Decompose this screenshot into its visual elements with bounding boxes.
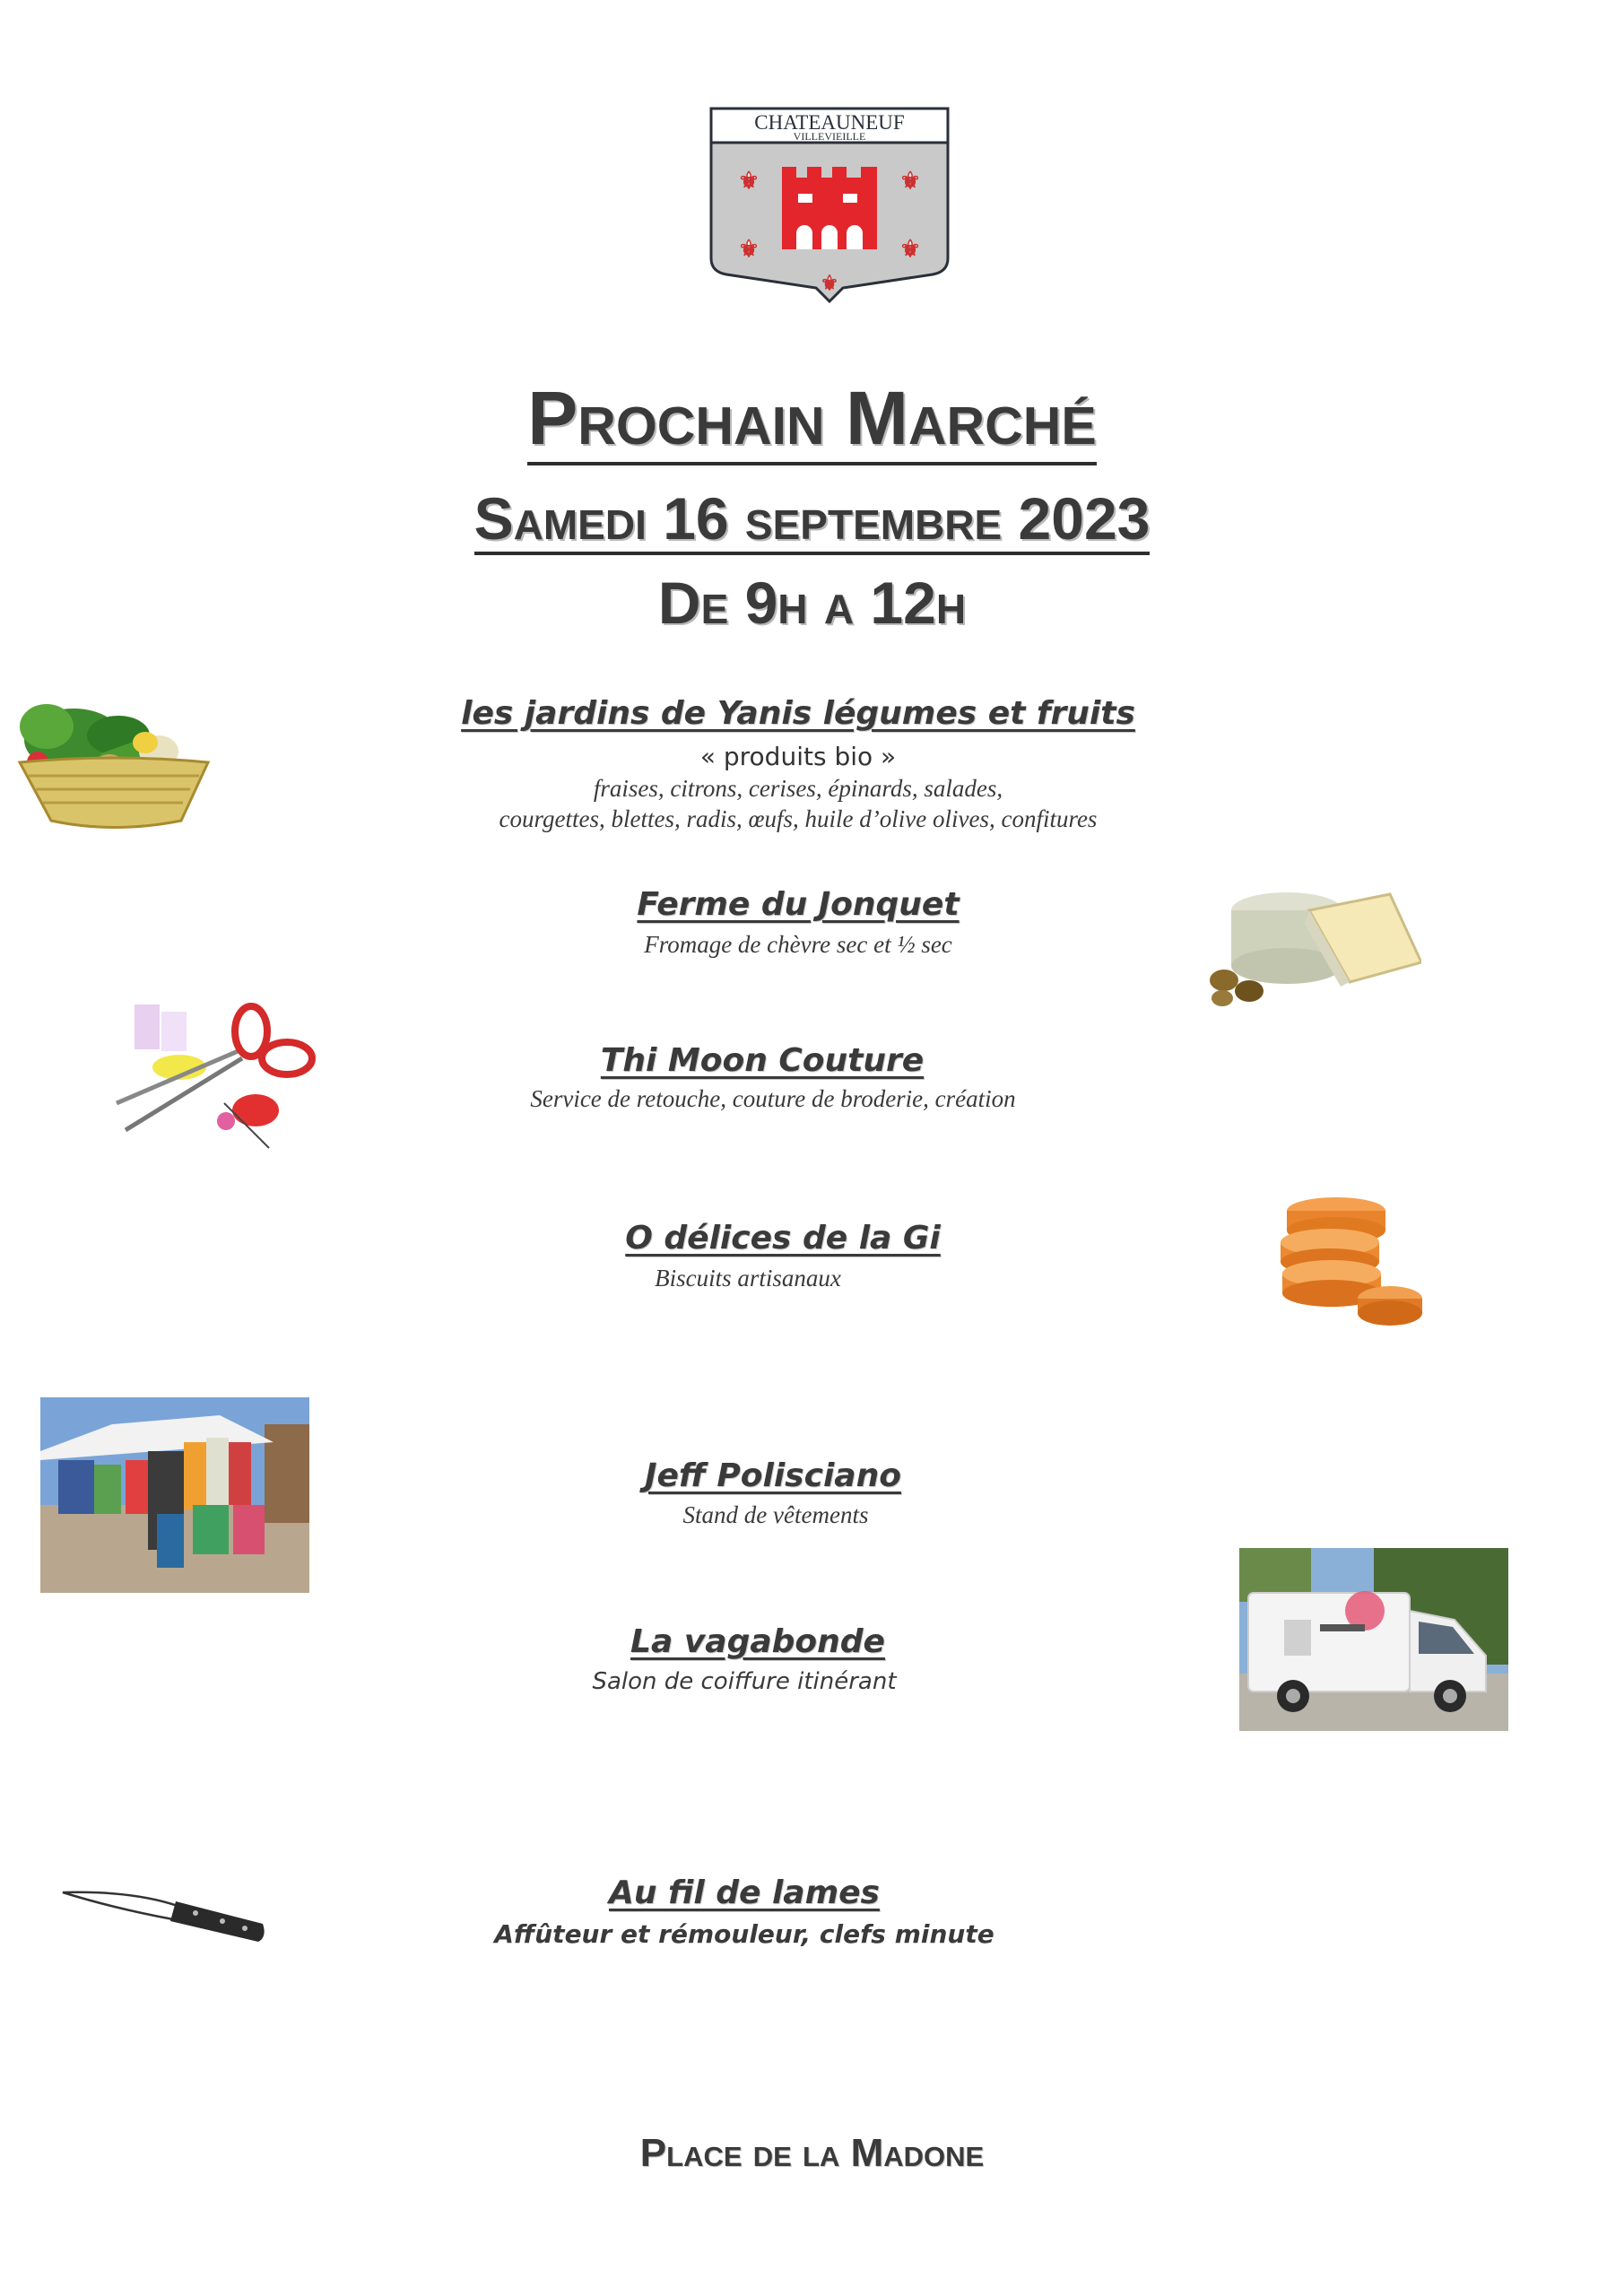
svg-text:CHATEAUNEUF: CHATEAUNEUF bbox=[754, 111, 905, 134]
svg-text:⚜: ⚜ bbox=[738, 235, 760, 262]
vendor-description: Stand de vêtements bbox=[682, 1501, 869, 1528]
hair-salon-van-photo bbox=[1239, 1548, 1508, 1731]
market-date bbox=[0, 484, 1624, 552]
vendor-description: fraises, citrons, cerises, épinards, salades, bbox=[593, 775, 1003, 802]
date-text: Samedi 16 septembre 2023 bbox=[474, 485, 1151, 555]
knife-image bbox=[61, 1883, 267, 1955]
vendor-name: Ferme du Jonquet bbox=[637, 886, 960, 923]
vendor-name: Au fil de lames bbox=[609, 1874, 880, 1911]
clothing-stand-photo bbox=[40, 1397, 309, 1593]
vendor-description: Affûteur et rémouleur, clefs minute bbox=[494, 1919, 994, 1949]
cheese-image bbox=[1206, 874, 1421, 1009]
svg-text:⚜: ⚜ bbox=[821, 272, 838, 294]
vendor-name: Thi Moon Couture bbox=[600, 1042, 925, 1079]
vendor-description: Fromage de chèvre sec et ½ sec bbox=[644, 931, 952, 958]
vendor-name: O délices de la Gi bbox=[625, 1220, 941, 1257]
vendor-description: courgettes, blettes, radis, œufs, huile d’olive olives, confitures bbox=[499, 805, 1098, 832]
vendor-tag: « produits bio » bbox=[699, 742, 897, 771]
svg-text:VILLEVIEILLE: VILLEVIEILLE bbox=[793, 130, 866, 143]
title-text: Prochain Marché bbox=[527, 376, 1096, 465]
vendor-name: Jeff Polisciano bbox=[645, 1457, 901, 1494]
page-title bbox=[0, 375, 1624, 462]
sewing-supplies-image bbox=[108, 996, 323, 1157]
vendor-description: Biscuits artisanaux bbox=[655, 1265, 841, 1292]
svg-text:⚜: ⚜ bbox=[899, 235, 921, 262]
svg-text:⚜: ⚜ bbox=[899, 167, 921, 194]
vegetable-basket-image bbox=[11, 700, 217, 834]
vendor-description: Service de retouche, couture de broderie, création bbox=[530, 1085, 1016, 1112]
chateauneuf-crest-logo bbox=[708, 106, 951, 303]
vendor-description: Salon de coiffure itinérant bbox=[592, 1668, 897, 1695]
svg-text:⚜: ⚜ bbox=[738, 167, 760, 194]
vendor-name: La vagabonde bbox=[630, 1623, 885, 1660]
market-hours: De 9h a 12h bbox=[657, 570, 967, 636]
vendor-name: les jardins de Yanis légumes et fruits bbox=[461, 695, 1135, 732]
market-location: Place de la Madone bbox=[639, 2131, 985, 2175]
biscuits-image bbox=[1255, 1193, 1426, 1327]
